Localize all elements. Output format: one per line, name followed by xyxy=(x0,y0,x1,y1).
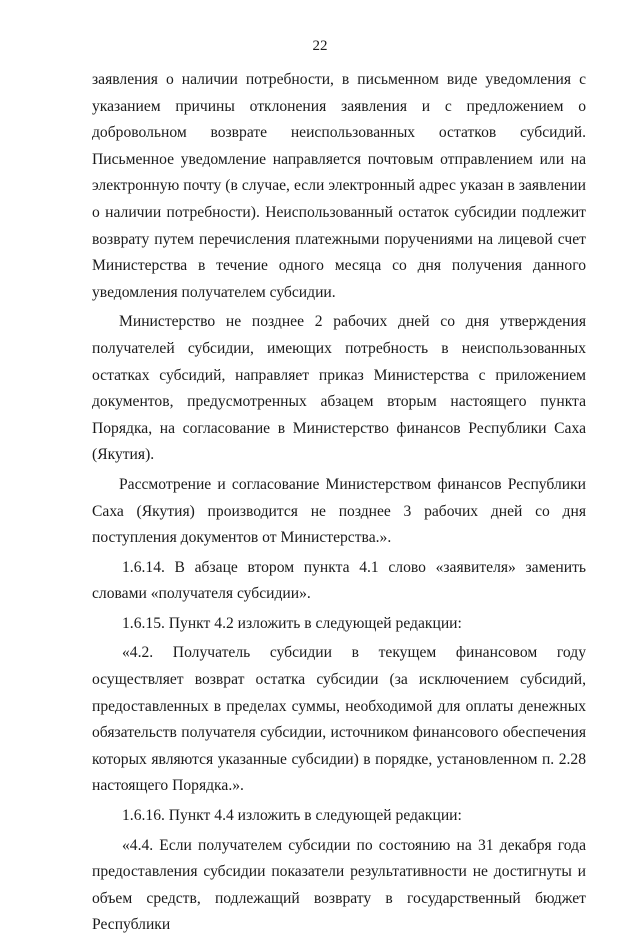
page-number: 22 xyxy=(312,38,328,54)
paragraph-clause-4-4: «4.4. Если получателем субсидии по состоянию на 31 декабря года предоставления субсидии показатели результативности не достигнуты и объем средств, подлежащий возврату в государственный бюджет Республики xyxy=(92,836,586,934)
paragraph-continuation: заявления о наличии потребности, в письменном виде уведомления с указанием причины отклонения заявления и с предложением о добровольном возврате неиспользованных остатков субсидий. Письменное уведомление направляется почтовым отправлением или на электронную почту (в случае, если электронный адрес указан в заявлении о наличии потребности). Неиспользованный остаток субсидии подлежит возврату путем перечисления платежными поручениями на лицевой счет Министерства в течение одного месяца со дня получения данного уведомления получателем субсидии. xyxy=(92,71,586,301)
paragraph-clause-4-2: «4.2. Получатель субсидии в текущем финансовом году осуществляет возврат остатка субсидии (за исключением субсидий, предоставленных в пределах суммы, необходимой для оплаты денежных обязательств получателя субсидии, источником финансового обеспечения которых являются указанные субсидии) в порядке, установленном п. 2.28 настоящего Порядка.». xyxy=(92,644,586,795)
paragraph-item-1-6-14: 1.6.14. В абзаце втором пункта 4.1 слово «заявителя» заменить словами «получателя субсидии». xyxy=(92,558,586,603)
paragraph-ministry-approval: Министерство не позднее 2 рабочих дней со дня утверждения получателей субсидии, имеющих потребность в неиспользованных остатках субсидий, направляет приказ Министерства с приложением документов, предусмотренных абзацем вторым настоящего пункта Порядка, на согласование в Министерство финансов Республики Саха (Якутия). xyxy=(92,313,586,464)
document-body xyxy=(92,67,586,939)
paragraph-review: Рассмотрение и согласование Министерством финансов Республики Саха (Якутия) производится не позднее 3 рабочих дней со дня поступления документов от Министерства.». xyxy=(92,475,586,547)
paragraph-item-1-6-16: 1.6.16. Пункт 4.4 изложить в следующей редакции: xyxy=(122,807,462,825)
paragraph-item-1-6-15: 1.6.15. Пункт 4.2 изложить в следующей редакции: xyxy=(122,614,462,632)
